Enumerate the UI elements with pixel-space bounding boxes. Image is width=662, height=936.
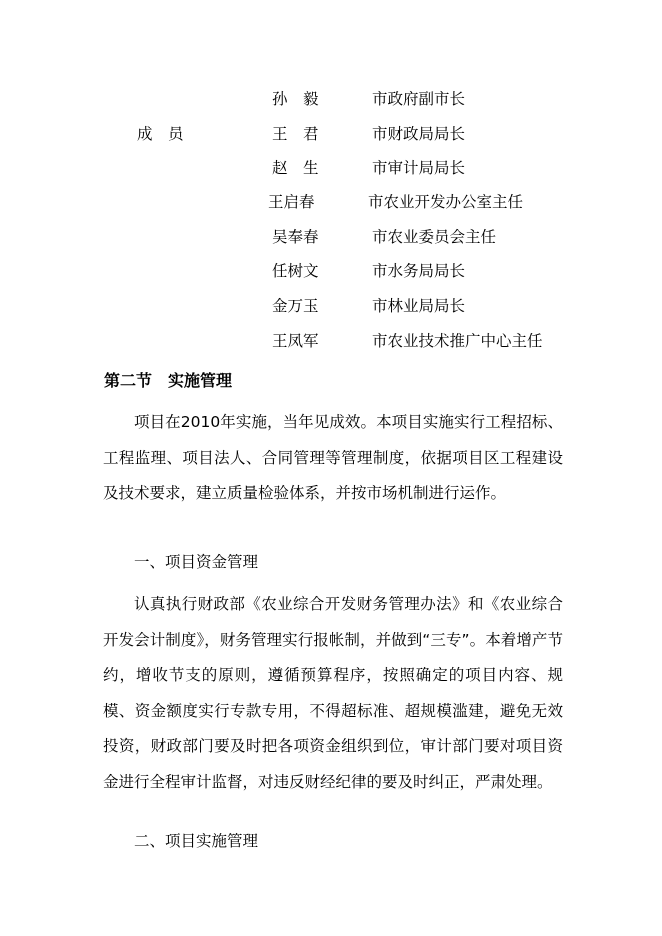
funds-paragraph: 认真执行财政部《农业综合开发财务管理办法》和《农业综合开发会计制度》，财务管理实行报帐制，并做到“三专”。本着增产节约，增收节支的原则，遵循预算程序，按照确定的项目内容、规模、资金额度实行专款专用，不得超标准、超规模滥建，避免无效投资，财政部门要及时把各项资金组织到位，审计部门要对项目资金进行全程审计监督，对违反财经纪律的要及时纠正，严肃处理。 bbox=[103, 595, 563, 791]
member-name: 吴奉春 bbox=[272, 228, 319, 246]
members-label: 成 员 bbox=[137, 125, 184, 143]
section-heading: 第二节 实施管理 bbox=[104, 371, 233, 390]
member-title: 市财政局局长 bbox=[372, 125, 466, 143]
member-name: 金万玉 bbox=[272, 297, 319, 315]
member-name: 孙 毅 bbox=[272, 90, 319, 108]
member-name: 王启春 bbox=[268, 193, 315, 211]
member-title: 市农业开发办公室主任 bbox=[368, 193, 524, 211]
subsection-title-implementation: 二、项目实施管理 bbox=[134, 832, 259, 850]
member-title: 市政府副市长 bbox=[372, 90, 466, 108]
member-title: 市水务局局长 bbox=[372, 262, 466, 280]
member-name: 赵 生 bbox=[272, 159, 319, 177]
member-title: 市农业委员会主任 bbox=[372, 228, 497, 246]
subsection-title-funds: 一、项目资金管理 bbox=[134, 553, 259, 571]
member-title: 市审计局局长 bbox=[372, 159, 466, 177]
intro-paragraph: 项目在2010年实施，当年见成效。本项目实施实行工程招标、工程监理、项目法人、合同管理等管理制度，依据项目区工程建设及技术要求，建立质量检验体系，并按市场机制进行运作。 bbox=[103, 413, 563, 502]
member-title: 市农业技术推广中心主任 bbox=[372, 332, 543, 350]
member-name: 王 君 bbox=[272, 125, 319, 143]
member-name: 王凤军 bbox=[272, 332, 319, 350]
member-title: 市林业局局长 bbox=[372, 297, 466, 315]
member-name: 任树文 bbox=[272, 262, 319, 280]
